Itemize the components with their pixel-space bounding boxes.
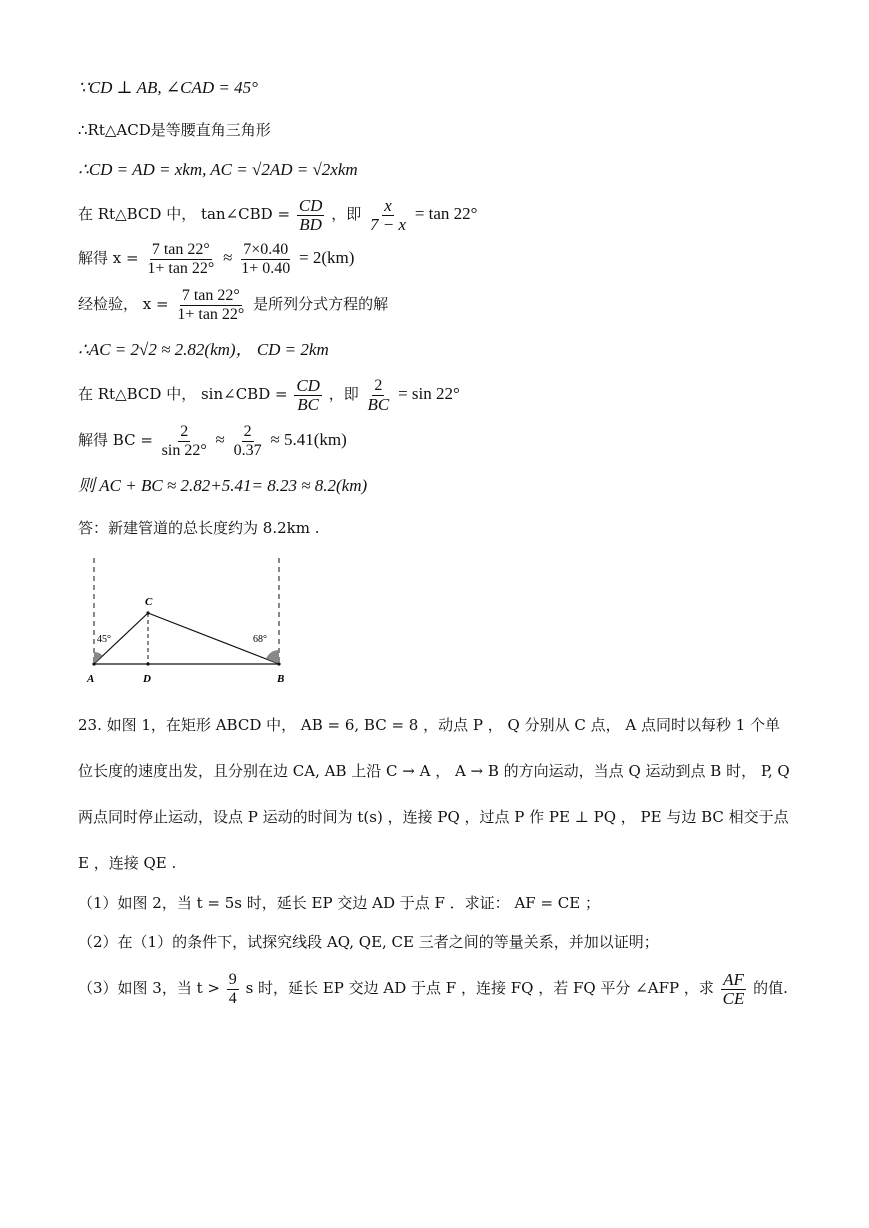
solution-line-4: 在 Rt△BCD 中， tan∠CBD = $\frac{CD}{BD}$ ，即 $\frac{x}{7 - x}$ = tan 22° xyxy=(78,195,478,234)
pipeline-figure xyxy=(80,556,300,690)
problem-23-q1: （1）如图 2，当 t = 5s 时，延长 EP 交边 AD 于点 F ．求证： AF = CE ； xyxy=(78,894,600,912)
angle-label-a: 45° xyxy=(97,634,111,645)
angle-label-b: 68° xyxy=(253,634,267,645)
label-d: D xyxy=(143,673,151,685)
solution-answer: 答：新建管道的总长度约为 8.2km . xyxy=(78,519,320,537)
solution-line-7: ∴AC = 2√2 ≈ 2.82(km)， CD = 2km xyxy=(78,340,329,359)
solution-line-8: 在 Rt△BCD 中， sin∠CBD = $\frac{CD}{BC}$ ，即 $\frac{2}{BC}$ = sin 22° xyxy=(78,375,460,414)
problem-23-q2: （2）在（1）的条件下，试探究线段 AQ, QE, CE 三者之间的等量关系，并加以证明； xyxy=(78,933,659,951)
solution-line-1: ∵CD ⊥ AB, ∠CAD = 45° xyxy=(78,78,258,97)
solution-line-2: ∴Rt△ACD是等腰直角三角形 xyxy=(78,121,271,139)
label-b: B xyxy=(277,673,285,685)
label-a: A xyxy=(87,673,95,685)
solution-line-6: 经检验， x = $\frac{7 \tan 22^\circ}{1+ \tan 22^\circ}$ 是所列分式方程的解 xyxy=(78,286,389,323)
solution-line-5: 解得 x = $\frac{7 \tan 22^\circ}{1+ \tan 22^\circ}$ ≈ $\frac{7\times 0.40}{1+ 0.40}$ = 2(km) xyxy=(78,240,355,277)
problem-23-q3: （3）如图 3，当 t > $\frac{9}{4}$ s 时，延长 EP 交边 AD 于点 F ，连接 FQ ，若 FQ 平分 ∠AFP ，求 $\frac{AF}{CE}$ 的值. xyxy=(78,969,788,1008)
solution-line-9: 解得 BC = $\frac{2}{\sin 22^\circ}$ ≈ $\frac{2}{0.37}$ ≈ 5.41(km) xyxy=(78,422,347,459)
problem-23-stem: 23. 如图 1，在矩形 ABCD 中， AB = 6, BC = 8 ，动点 P ， Q 分别从 C 点， A 点同时以每秒 1 个单位长度的速度出发，且分别在边 CA, AB 上沿 C → A ， A → B 的方向运动，当点 Q 运动到点 B 时， P, Q 两点同时停止运动，设点 P 运动的时间为 t(s) ，连接 PQ ，过点 P 作 PE ⊥ PQ ， PE 与边 BC 相交于点 E ，连接 QE . xyxy=(78,716,790,872)
label-c: C xyxy=(145,596,153,608)
solution-line-10: 则 AC + BC ≈ 2.82+5.41= 8.23 ≈ 8.2(km) xyxy=(78,476,368,495)
solution-line-3: ∴CD = AD = xkm, AC = √2AD = √2xkm xyxy=(78,160,358,179)
